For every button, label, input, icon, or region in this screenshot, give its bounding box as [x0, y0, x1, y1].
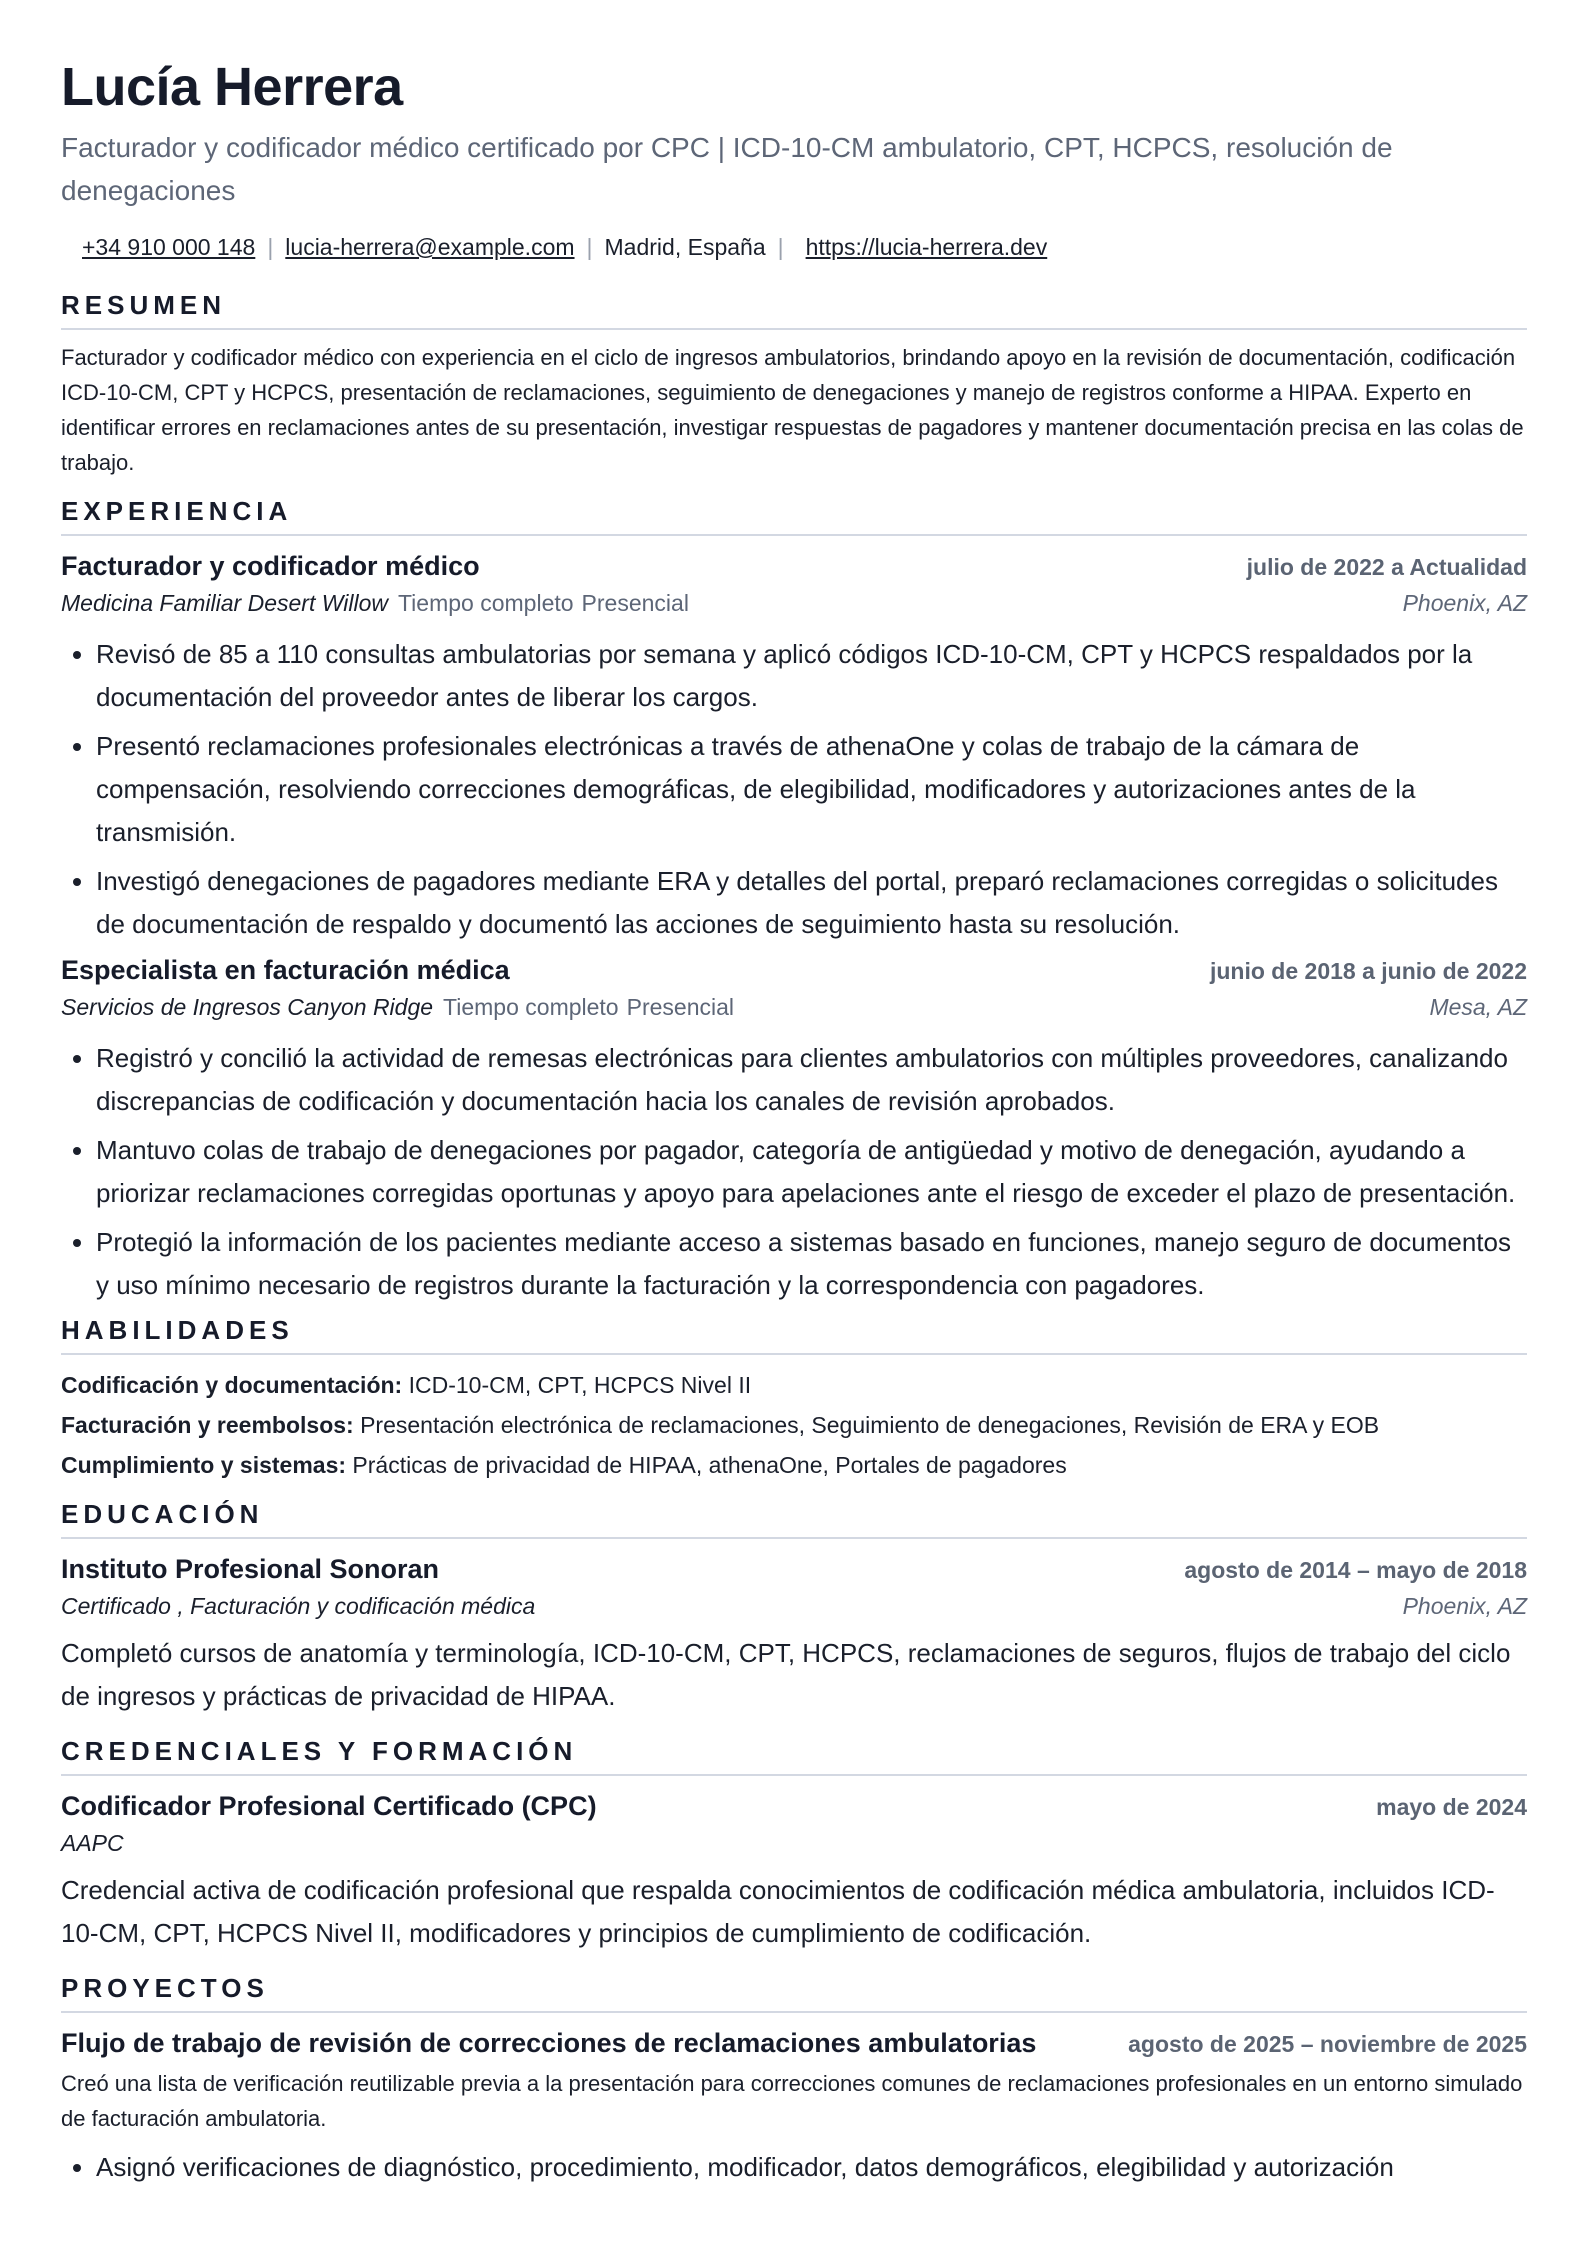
credential-title: Codificador Profesional Certificado (CPC)	[61, 1791, 597, 1821]
job-title: Facturador y codificador médico	[61, 551, 480, 581]
location-text: Madrid, España	[604, 234, 766, 260]
contact-line	[61, 230, 1527, 264]
skill-row	[61, 1405, 1527, 1445]
headline: Facturador y codificador médico certificado por CPC | ICD-10-CM ambulatorio, CPT, HCPCS, resolución de denegaciones	[61, 132, 1393, 206]
degree-name: Certificado , Facturación y codificación médica	[61, 1593, 536, 1619]
experience-entry	[61, 952, 1527, 1307]
credential-entry	[61, 1788, 1527, 1955]
email-link[interactable]: lucia-herrera@example.com	[285, 234, 575, 260]
education-location: Phoenix, AZ	[1402, 1593, 1527, 1619]
phone-link[interactable]: +34 910 000 148	[82, 234, 256, 260]
employment-type: Tiempo completo	[443, 994, 619, 1020]
bullet-list	[61, 2146, 1527, 2189]
skill-label: Facturación y reembolsos:	[61, 1412, 354, 1438]
project-entry	[61, 2025, 1527, 2189]
company-name: Medicina Familiar Desert Willow	[61, 590, 388, 616]
project-dates: agosto de 2025 – noviembre de 2025	[1128, 2031, 1527, 2057]
work-mode: Presencial	[581, 590, 689, 616]
skill-value: Prácticas de privacidad de HIPAA, athenaOne, Portales de pagadores	[352, 1452, 1067, 1478]
bullet-item: • Mantuvo colas de trabajo de denegaciones por pagador, categoría de antigüedad y motivo de denegación, ayudando a priorizar reclamaciones corregidas oportunas y apoyo para apelaciones ante el riesgo de exceder el plazo de presentación.	[96, 1129, 1527, 1215]
project-title: Flujo de trabajo de revisión de correcciones de reclamaciones ambulatorias	[61, 2028, 1037, 2058]
employment-type: Tiempo completo	[397, 590, 574, 616]
section-title-summary: RESUMEN	[61, 288, 1527, 330]
section-title-projects: PROYECTOS	[61, 1971, 1527, 2013]
section-title-skills: HABILIDADES	[61, 1313, 1527, 1355]
job-dates: julio de 2022 a Actualidad	[1246, 554, 1527, 580]
work-mode: Presencial	[626, 994, 734, 1020]
contact-separator: |	[777, 234, 784, 260]
section-title-credentials: CREDENCIALES Y FORMACIÓN	[61, 1734, 1527, 1776]
contact-separator: |	[586, 234, 593, 260]
education-description: Completó cursos de anatomía y terminología, ICD-10-CM, CPT, HCPCS, reclamaciones de seguros, flujos de trabajo del ciclo de ingresos y prácticas de privacidad de HIPAA.	[61, 1638, 1511, 1711]
section-title-experience: EXPERIENCIA	[61, 494, 1527, 536]
bullet-item: • Investigó denegaciones de pagadores mediante ERA y detalles del portal, preparó reclamaciones corregidas o solicitudes de documentación de respaldo y documentó las acciones de seguimiento hasta su resolución.	[96, 860, 1527, 946]
summary-text: Facturador y codificador médico con experiencia en el ciclo de ingresos ambulatorios, brindando apoyo en la revisión de documentación, codificación ICD-10-CM, CPT y HCPCS, presentación de reclamaciones, seguimiento de denegaciones y manejo de registros conforme a HIPAA. Experto en identificar errores en reclamaciones antes de su presentación, investigar respuestas de pagadores y mantener documentación precisa en las colas de trabajo.	[61, 345, 1524, 475]
job-location: Phoenix, AZ	[1402, 590, 1527, 616]
job-title: Especialista en facturación médica	[61, 955, 510, 985]
education-dates: agosto de 2014 – mayo de 2018	[1184, 1557, 1527, 1583]
candidate-name: Lucía Herrera	[61, 57, 403, 117]
bullet-item: • Protegió la información de los pacientes mediante acceso a sistemas basado en funciones, manejo seguro de documentos y uso mínimo necesario de registros durante la facturación y la correspondencia con pagadores.	[96, 1221, 1527, 1307]
experience-entry	[61, 548, 1527, 946]
bullet-item: • Presentó reclamaciones profesionales electrónicas a través de athenaOne y colas de trabajo de la cámara de compensación, resolviendo correcciones demográficas, de elegibilidad, modificadores y autorizaciones antes de la transmisión.	[96, 725, 1527, 854]
skill-value: ICD-10-CM, CPT, HCPCS Nivel II	[408, 1372, 752, 1398]
skill-row	[61, 1365, 1527, 1405]
skill-value: Presentación electrónica de reclamaciones, Seguimiento de denegaciones, Revisión de ERA y EOB	[360, 1412, 1380, 1438]
skill-row	[61, 1445, 1527, 1485]
education-entry	[61, 1551, 1527, 1718]
website-link[interactable]: https://lucia-herrera.dev	[805, 234, 1048, 260]
school-name: Instituto Profesional Sonoran	[61, 1554, 440, 1584]
bullet-list	[61, 1037, 1527, 1307]
project-description: Creó una lista de verificación reutilizable previa a la presentación para correcciones comunes de reclamaciones profesionales en un entorno simulado de facturación ambulatoria.	[61, 2071, 1523, 2131]
section-title-education: EDUCACIÓN	[61, 1497, 1527, 1539]
credential-issuer: AAPC	[61, 1830, 124, 1856]
skill-label: Codificación y documentación:	[61, 1372, 403, 1398]
contact-separator: |	[267, 234, 274, 260]
credential-description: Credencial activa de codificación profesional que respalda conocimientos de codificación médica ambulatoria, incluidos ICD-10-CM, CPT, HCPCS Nivel II, modificadores y principios de cumplimiento de codificación.	[61, 1875, 1495, 1948]
bullet-item: • Asignó verificaciones de diagnóstico, procedimiento, modificador, datos demográficos, elegibilidad y autorización	[96, 2146, 1527, 2189]
credential-date: mayo de 2024	[1376, 1794, 1527, 1820]
bullet-item: • Registró y concilió la actividad de remesas electrónicas para clientes ambulatorios con múltiples proveedores, canalizando discrepancias de codificación y documentación hacia los canales de revisión aprobados.	[96, 1037, 1527, 1123]
job-location: Mesa, AZ	[1429, 994, 1527, 1020]
bullet-item: • Revisó de 85 a 110 consultas ambulatorias por semana y aplicó códigos ICD-10-CM, CPT y HCPCS respaldados por la documentación del proveedor antes de liberar los cargos.	[96, 633, 1527, 719]
skill-label: Cumplimiento y sistemas:	[61, 1452, 347, 1478]
job-dates: junio de 2018 a junio de 2022	[1209, 958, 1527, 984]
company-name: Servicios de Ingresos Canyon Ridge	[61, 994, 434, 1020]
bullet-list	[61, 633, 1527, 946]
skills-list	[61, 1365, 1527, 1485]
